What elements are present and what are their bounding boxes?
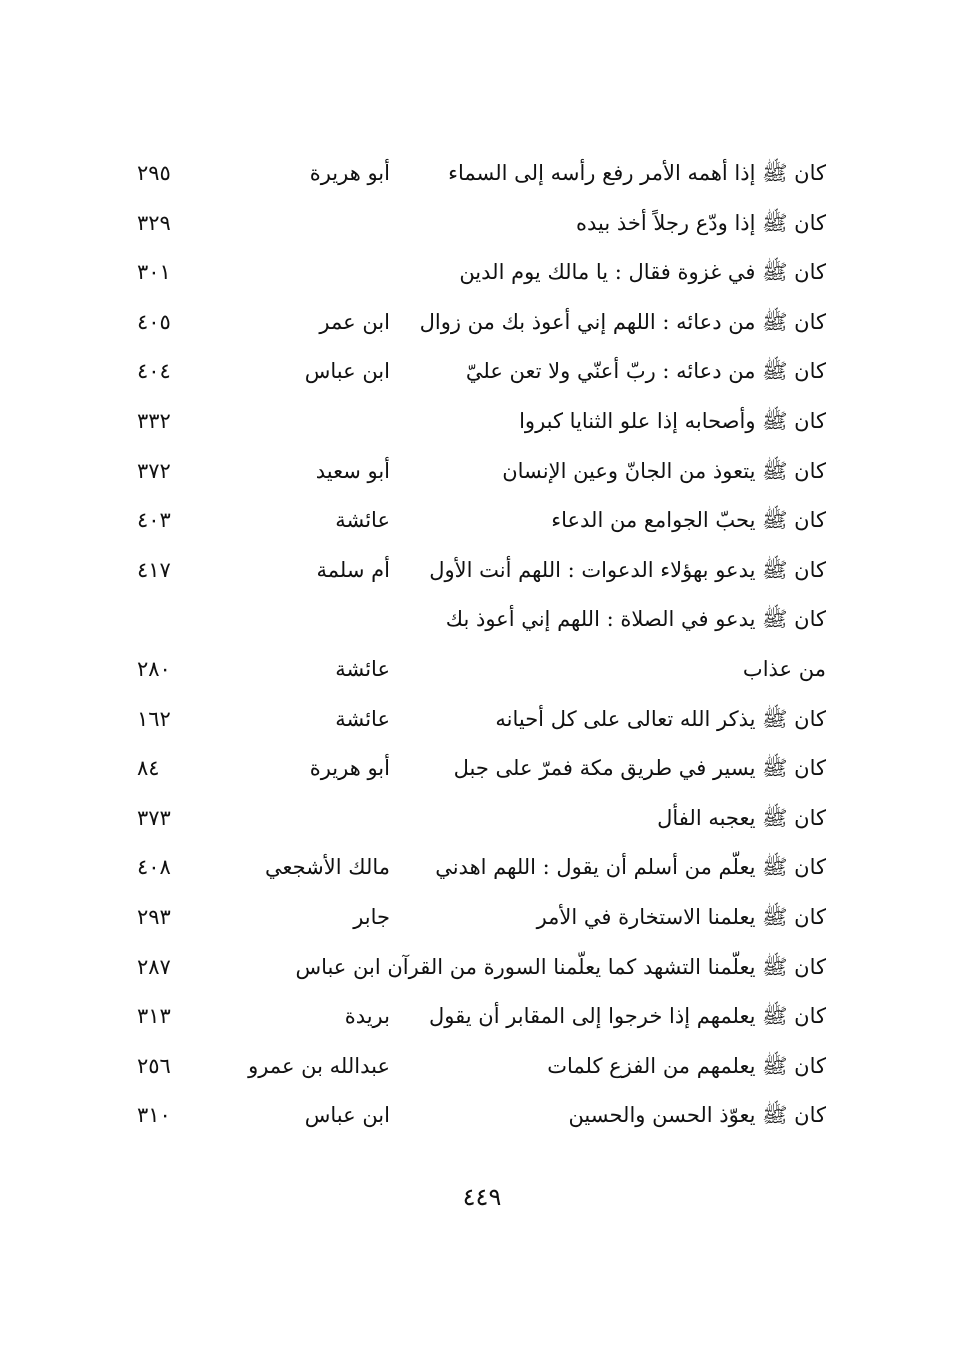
index-entry [0, 743, 964, 793]
hadith-text: كان ﷺ يعلّمنا التشهد كما يعلّمنا السورة من القرآن ابن عباس [295, 954, 826, 979]
hadith-text: كان ﷺ يعلمهم من الفزع كلمات [547, 1053, 826, 1078]
page-number: ١٦٢ [137, 706, 171, 731]
hadith-text: كان ﷺ يذكر الله تعالى على كل أحيانه [495, 706, 826, 731]
page-number: ٤٠٨ [137, 855, 171, 880]
index-entry [0, 148, 964, 198]
hadith-text: كان ﷺ يحبّ الجوامع من الدعاء [551, 508, 826, 533]
hadith-text: كان ﷺ يتعوذ من الجانّ وعين الإنسان [502, 458, 826, 483]
index-entry [0, 446, 964, 496]
page-number: ٢٩٣ [137, 904, 171, 929]
narrator: ابن عباس [304, 1103, 390, 1128]
narrator: عائشة [335, 706, 390, 731]
index-entry [0, 495, 964, 545]
index-entry [0, 297, 964, 347]
page-number: ٣٢٩ [137, 210, 171, 235]
hadith-text: كان ﷺ وأصحابه إذا علو الثنايا كبروا [519, 408, 826, 433]
page-number: ٤٠٤ [137, 359, 171, 384]
narrator: ابن عباس [304, 359, 390, 384]
page-number: ٢٩٥ [137, 161, 171, 185]
hadith-text: من عذاب [742, 656, 826, 681]
narrator: عائشة [335, 508, 390, 533]
narrator: ابن عمر [319, 309, 390, 334]
hadith-text: كان ﷺ يعلمهم إذا خرجوا إلى المقابر أن يقول [429, 1004, 826, 1029]
hadith-text: كان ﷺ يعلّم من أسلم أن يقول : اللهم اهدني [435, 855, 826, 880]
page-number: ٨٤ [137, 756, 160, 781]
index-entry [0, 991, 964, 1041]
hadith-text: كان ﷺ يدعو في الصلاة : اللهم إني أعوذ بك [445, 607, 826, 632]
index-entry [0, 892, 964, 942]
hadith-index-list [0, 148, 964, 1140]
page-number: ٤٠٣ [137, 508, 171, 533]
index-entry [0, 545, 964, 595]
narrator: أم سلمة [316, 557, 390, 582]
page-number: ٣١٠ [137, 1103, 171, 1128]
page-number: ٣٧٣ [137, 805, 171, 830]
narrator: بريدة [344, 1004, 390, 1029]
narrator: جابر [353, 904, 390, 929]
hadith-text: كان ﷺ من دعائه : ربّ أعنّي ولا تعن عليّ [465, 359, 826, 384]
narrator: عائشة [335, 656, 390, 681]
hadith-text: كان ﷺ يسير في طريق مكة فمرّ على جبل [453, 756, 826, 781]
page-number: ٢٨٠ [137, 656, 171, 681]
hadith-text: كان ﷺ يعلمنا الاستخارة في الأمر [536, 904, 826, 929]
narrator: مالك الأشجعي [264, 855, 390, 880]
folio-page-number: ٤٤٩ [462, 1183, 502, 1211]
narrator: أبو سعيد [315, 458, 390, 483]
index-entry [0, 396, 964, 446]
hadith-text: كان ﷺ إذا أهمه الأمر رفع رأسه إلى السماء [448, 161, 826, 185]
page-number: ٣١٣ [137, 1004, 171, 1029]
index-entry [0, 694, 964, 744]
hadith-text: كان ﷺ يعجبه الفأل [657, 805, 826, 830]
index-entry [0, 793, 964, 843]
page-number: ٣٣٢ [137, 408, 171, 433]
hadith-text: كان ﷺ من دعائه : اللهم إني أعوذ بك من زوال [419, 309, 826, 334]
index-entry [0, 1090, 964, 1140]
index-entry [0, 346, 964, 396]
page-number: ٤١٧ [137, 557, 171, 582]
index-entry [0, 198, 964, 248]
narrator: عبدالله بن عمرو [248, 1053, 390, 1078]
index-entry [0, 644, 964, 694]
page-number: ٢٨٧ [137, 954, 171, 979]
index-entry [0, 1041, 964, 1091]
hadith-text: كان ﷺ في غزوة فقال : يا مالك يوم الدين [459, 260, 826, 285]
page-number: ٤٠٥ [137, 309, 171, 334]
hadith-text: كان ﷺ إذا ودّع رجلاً أخذ بيده [576, 210, 826, 235]
index-entry [0, 942, 964, 992]
index-entry [0, 247, 964, 297]
index-entry [0, 842, 964, 892]
narrator: أبو هريرة [309, 756, 390, 781]
narrator: أبو هريرة [309, 161, 390, 185]
hadith-text: كان ﷺ يعوّذ الحسن والحسين [568, 1103, 826, 1128]
page-number: ٢٥٦ [137, 1053, 171, 1078]
page-number: ٣٧٢ [137, 458, 171, 483]
page-number: ٣٠١ [137, 260, 171, 285]
index-entry [0, 594, 964, 644]
hadith-text: كان ﷺ يدعو بهؤلاء الدعوات : اللهم أنت الأول [429, 557, 826, 582]
